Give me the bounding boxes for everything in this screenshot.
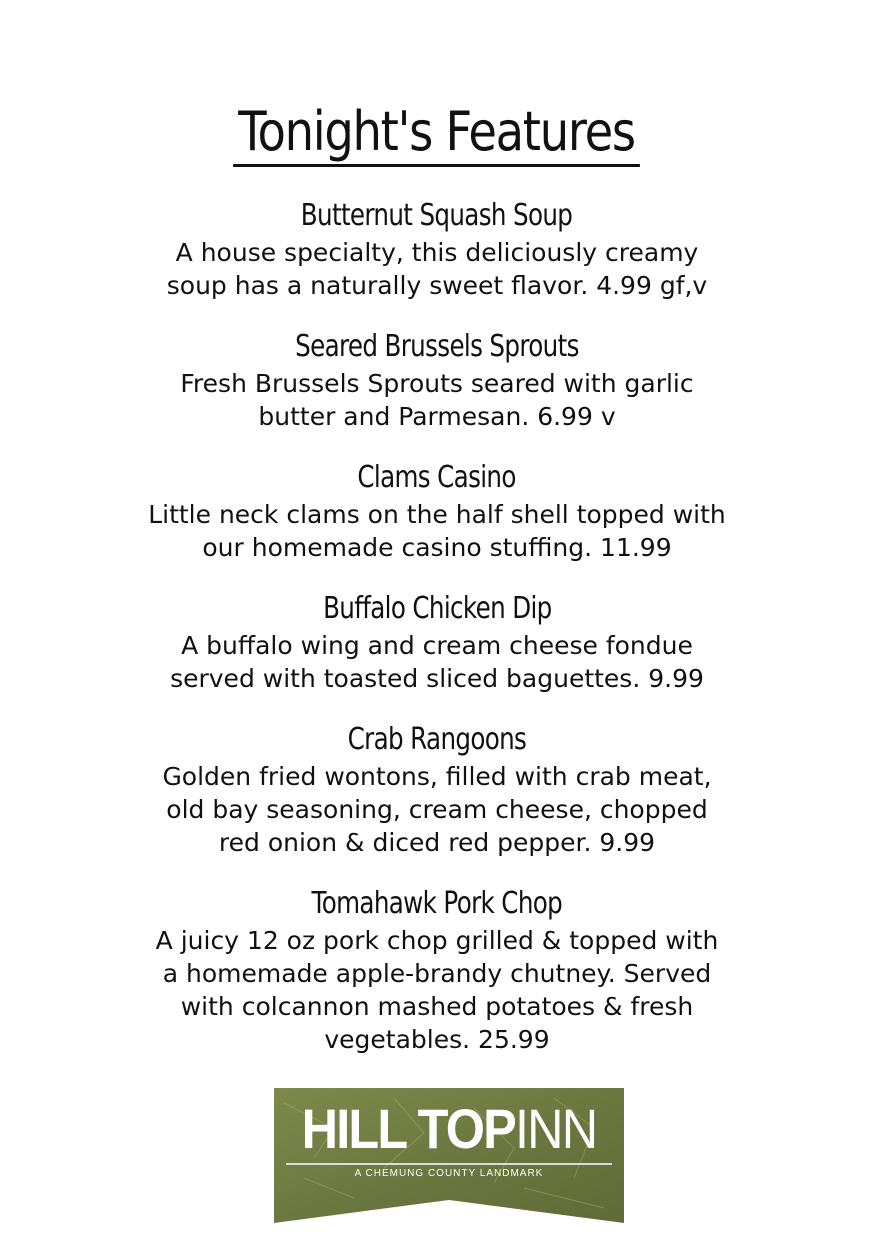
- menu-item: [0, 884, 874, 1056]
- logo-name: [292, 1094, 607, 1164]
- menu-item-description-line: served with toasted sliced baguettes. 9.99: [170, 664, 704, 693]
- menu-item-description-line: vegetables. 25.99: [324, 1025, 550, 1054]
- logo-name-light: INN: [514, 1097, 597, 1160]
- menu-item-description-line: A juicy 12 oz pork chop grilled & topped with: [155, 926, 719, 955]
- menu-item-name: Crab Rangoons: [347, 722, 527, 757]
- menu-item: [0, 327, 874, 433]
- menu-item: [0, 458, 874, 564]
- page-title: Tonight's Features: [234, 100, 641, 167]
- menu-item: [0, 196, 874, 302]
- logo-tagline: A CHEMUNG COUNTY LANDMARK: [354, 1168, 544, 1179]
- menu-item-description-line: Golden fried wontons, filled with crab meat,: [162, 762, 712, 791]
- menu-item-description-line: A buffalo wing and cream cheese fondue: [181, 631, 693, 660]
- menu-item: [0, 589, 874, 695]
- menu-item-description-line: a homemade apple-brandy chutney. Served: [162, 959, 712, 988]
- menu-item-description-line: Fresh Brussels Sprouts seared with garlic: [180, 369, 694, 398]
- logo-name-bold: HILL TOP: [301, 1097, 515, 1160]
- menu-item-name: Clams Casino: [357, 460, 517, 495]
- menu-item-description-line: red onion & diced red pepper. 9.99: [218, 828, 656, 857]
- menu-item-description-line: soup has a naturally sweet flavor. 4.99 gf,v: [166, 271, 708, 300]
- menu-item-description-line: with colcannon mashed potatoes & fresh: [180, 992, 694, 1021]
- menu-item-name: Butternut Squash Soup: [301, 198, 573, 233]
- title-wrap: [0, 100, 874, 167]
- menu-items: [0, 196, 874, 1056]
- menu-item-description-line: our homemade casino stuffing. 11.99: [202, 533, 672, 562]
- menu-item-description-line: A house specialty, this deliciously creamy: [175, 238, 699, 267]
- menu-item-description-line: Little neck clams on the half shell topped with: [148, 500, 726, 529]
- menu-item-name: Buffalo Chicken Dip: [322, 591, 552, 626]
- menu-item: [0, 720, 874, 859]
- menu-item-description-line: old bay seasoning, cream cheese, chopped: [166, 795, 708, 824]
- menu-item-description-line: butter and Parmesan. 6.99 v: [258, 402, 616, 431]
- menu-item-name: Tomahawk Pork Chop: [311, 886, 563, 921]
- hill-top-inn-logo: [274, 1088, 624, 1223]
- menu-item-name: Seared Brussels Sprouts: [295, 329, 579, 364]
